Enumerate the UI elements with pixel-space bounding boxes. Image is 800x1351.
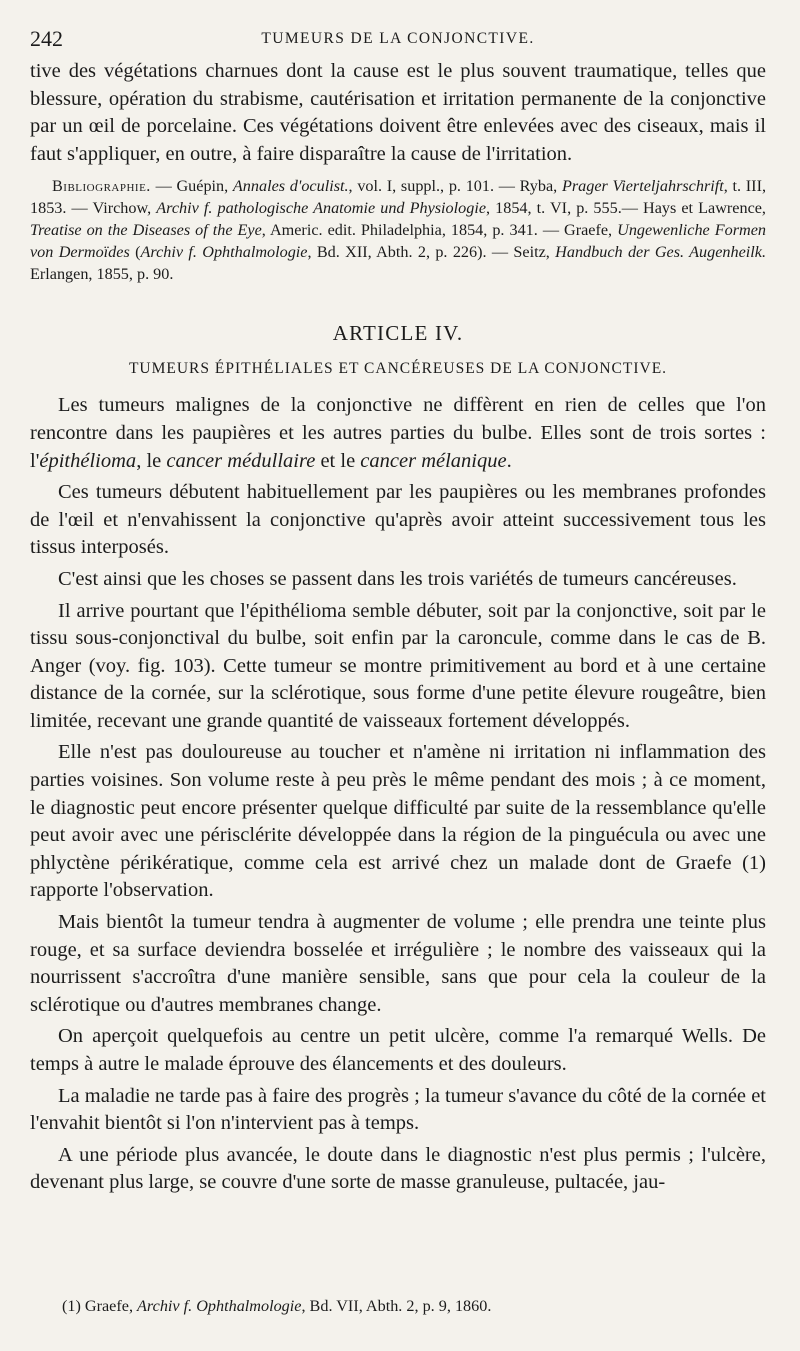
bibliography-title: Handbuch der Ges. Augenheilk. <box>555 242 766 261</box>
bibliography-title: Ungewenliche Formen von Dermoïdes <box>30 220 766 261</box>
bibliography-title: Archiv f. pathologische Anatomie und Physiologie <box>156 199 487 218</box>
bibliography-title: Prager Vierteljahrschrift <box>561 177 724 196</box>
emphasis-term: cancer mélanique <box>360 449 507 472</box>
bibliography-text: , 1854, t. VI, p. 555.— Hays et Lawrence, <box>486 199 766 218</box>
paragraph <box>30 392 766 475</box>
bibliography-title: Treatise on the Diseases of the Eye <box>30 220 262 239</box>
bibliography-title: Annales d'oculist. <box>232 177 349 196</box>
emphasis-term: épithélioma <box>39 449 137 472</box>
bibliography-text: , t. III, 1853. — Virchow, <box>30 177 767 218</box>
paragraph: La maladie ne tarde pas à faire des progrès ; la tumeur s'avance du côté de la cornée et l'envahit bientôt si l'on n'intervient pas à temps. <box>30 1084 766 1135</box>
footnote-title: Archiv f. Ophthalmologie <box>137 1297 302 1315</box>
paragraph: Elle n'est pas douloureuse au toucher et n'amène ni irritation ni inflammation des parties voisines. Son volume reste à peu près le même pendant des mois ; à ce moment, le diagnostic peut encore présenter quelque difficulté par suite de la ressemblance qu'elle peut avoir avec une périsclérite développée dans la région de la pinguécula ou avec une phlyctène périkératique, comme cela est arrivé chez un malade dont de Graefe (1) rapporte l'observation. <box>30 741 766 902</box>
intro-paragraph: tive des végétations charnues dont la cause est le plus souvent traumatique, telles que blessure, opération du strabisme, cautérisation et irritation permanente de la conjonctive par un œil de porcelaine. Ces végétations doivent être enlevées avec des ciseaux, mais il faut s'appliquer, en outre, à faire disparaître la cause de l'irritation. <box>30 60 766 165</box>
bibliography-title: Archiv f. Ophthalmologie <box>140 242 308 261</box>
paragraph: A une période plus avancée, le doute dans le diagnostic n'est plus permis ; l'ulcère, devenant plus large, se couvre d'une sorte de masse granuleuse, pultacée, jau- <box>30 1143 766 1194</box>
paragraph: Ces tumeurs débutent habituellement par les paupières ou les membranes profondes de l'œil et n'envahissent la conjonctive qu'après avoir atteint successivement tous les tissus interposés. <box>30 481 766 559</box>
page-number: 242 <box>30 26 63 51</box>
running-title: TUMEURS DE LA CONJONCTIVE. <box>261 30 535 47</box>
paragraph-text: . <box>506 449 512 472</box>
bibliography-text: , Bd. XII, Abth. 2, p. 226). — Seitz, <box>307 242 556 261</box>
emphasis-term: cancer médullaire <box>166 449 316 472</box>
bibliography-text: , vol. I, suppl., p. 101. — Ryba, <box>348 177 562 196</box>
paragraph-text: Les tumeurs malignes de la conjonctive ne diffèrent en rien de celles que l'on rencontre dans les paupières et les autres parties du bulbe. Elles sont de trois sortes : l' <box>30 394 766 472</box>
footnote <box>62 1297 491 1316</box>
paragraph-text: et le <box>315 449 361 472</box>
bibliography-text: ( <box>129 242 141 261</box>
article-subheading: TUMEURS ÉPITHÉLIALES ET CANCÉREUSES DE LA CONJONCTIVE. <box>128 360 668 378</box>
paragraph: C'est ainsi que les choses se passent dans les trois variétés de tumeurs cancéreuses. <box>58 567 737 590</box>
footnote-text: (1) Graefe, <box>62 1297 138 1315</box>
bibliography <box>30 176 766 285</box>
bibliography-label: Bibliographie. <box>52 177 151 196</box>
paragraph-text: , le <box>136 449 167 472</box>
paragraph: Il arrive pourtant que l'épithélioma semble débuter, soit par la conjonctive, soit par le tissu sous-conjonctival du bulbe, soit enfin par la caroncule, comme dans le cas de B. Anger (voy. fig. 103). Cette tumeur se montre primitivement au bord et à une certaine distance de la cornée, sur la sclérotique, sous forme d'une petite élevure rougeâtre, bien limitée, recevant une grande quantité de vaisseaux fortement développés. <box>30 599 766 732</box>
running-head <box>30 18 766 58</box>
bibliography-text: Erlangen, 1855, p. 90. <box>30 264 174 283</box>
paragraph: On aperçoit quelquefois au centre un petit ulcère, comme l'a remarqué Wells. De temps à autre le malade éprouve des élancements et des douleurs. <box>30 1025 766 1076</box>
paragraph: Mais bientôt la tumeur tendra à augmenter de volume ; elle prendra une teinte plus rouge, et sa surface deviendra bosselée et irrégulière ; le nombre des vaisseaux qui la nourrissent s'accroîtra d'une manière sensible, sans que pour cela la couleur de la sclérotique ou d'autres membranes change. <box>30 911 766 1016</box>
footnote-text: , Bd. VII, Abth. 2, p. 9, 1860. <box>301 1297 492 1315</box>
bibliography-text: — Guépin, <box>150 177 233 196</box>
article-heading: ARTICLE IV. <box>332 321 464 346</box>
bibliography-text: , Americ. edit. Philadelphia, 1854, p. 341. — Graefe, <box>261 220 618 239</box>
